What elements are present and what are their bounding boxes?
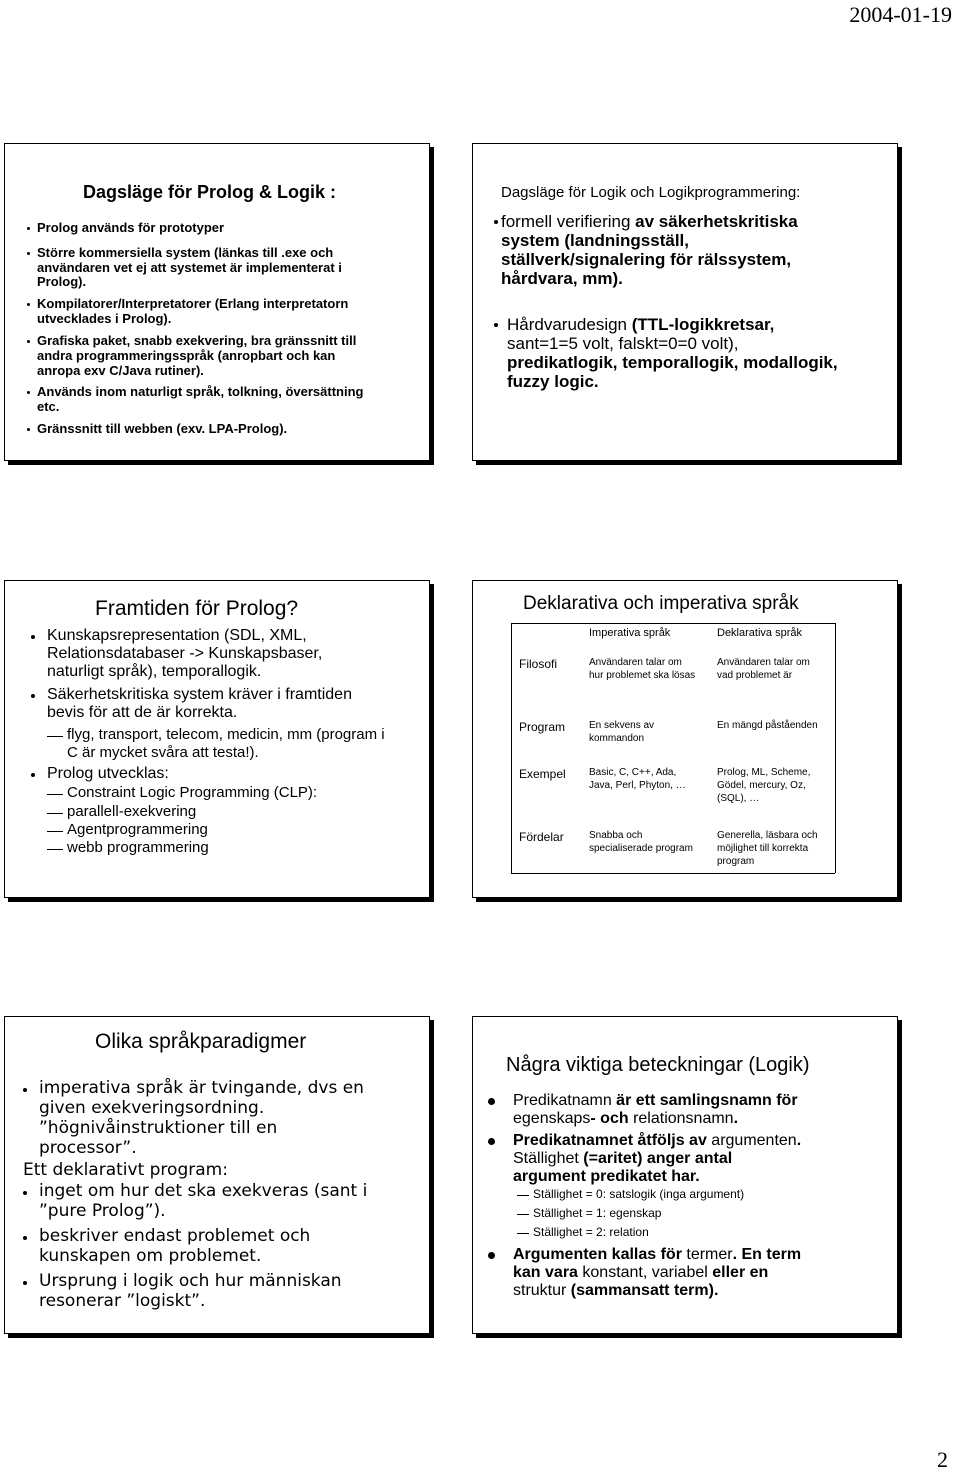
bullet-text: Används inom naturligt språk, tolkning, översättning	[37, 384, 364, 399]
row-label: Filosofi	[519, 657, 558, 671]
bullet-dot	[488, 1098, 495, 1105]
table-border	[511, 873, 835, 874]
table-cell: specialiserade program	[589, 843, 693, 854]
bullet-text: Prolog används för prototyper	[37, 220, 225, 235]
sub-bullet-text: Ställighet = 2: relation	[533, 1225, 649, 1239]
bullet-text: . En term	[732, 1246, 802, 1263]
bullet-text: Argumenten kallas för	[513, 1246, 687, 1263]
bullet-text: argument predikatet har.	[513, 1168, 700, 1185]
bullet-text: kan vara	[513, 1264, 583, 1281]
slide-title: Några viktiga beteckningar (Logik)	[506, 1054, 810, 1076]
bullet-dot	[27, 252, 30, 255]
bullet-text: inget om hur det ska exekveras (sant i	[39, 1181, 368, 1201]
bullet-text: bevis för att de är korrekta.	[47, 704, 238, 721]
column-header: Deklarativa språk	[717, 627, 802, 639]
table-cell: Användaren talar om	[717, 657, 810, 668]
bullet-text: Constraint Logic Programming (CLP):	[67, 784, 318, 801]
bullet-text: variabel	[651, 1264, 713, 1281]
bullet-text: Prolog utvecklas:	[47, 765, 169, 782]
bullet-item	[501, 212, 798, 288]
bullet-text: termer	[686, 1246, 733, 1263]
slide-logic-notation	[472, 1016, 898, 1334]
bullet-dot	[494, 220, 498, 224]
bullet-dot	[488, 1252, 495, 1259]
row-label: Fördelar	[519, 830, 564, 844]
table-cell: En mängd påståenden	[717, 720, 818, 731]
slide-language-paradigms	[4, 1016, 430, 1334]
slide-prolog-status	[4, 143, 430, 461]
bullet-dot	[31, 635, 35, 639]
bullet-text: processor”.	[39, 1138, 137, 1158]
bullet-text: parallell-exekvering	[67, 803, 197, 820]
table-cell: Basic, C, C++, Ada,	[589, 767, 677, 778]
bullet-text: Större kommersiella system (länkas till .exe och	[37, 245, 334, 260]
bullet-text: (sammansatt term).	[570, 1282, 719, 1299]
bullet-text: C är mycket svåra att testa!).	[67, 744, 259, 761]
table-cell: möjlighet till korrekta	[717, 843, 809, 854]
bullet-text: Ursprung i logik och hur människan	[39, 1271, 342, 1291]
bullet-text: Agentprogrammering	[67, 821, 208, 838]
table-cell: hur problemet ska lösas	[589, 670, 696, 681]
bullet-text: anropa exv C/Java rutiner).	[37, 363, 204, 378]
table-cell: Snabba och	[589, 830, 643, 841]
bullet-text: (=aritet) anger antal	[583, 1150, 733, 1167]
bullet-text: Kunskapsrepresentation (SDL, XML,	[47, 627, 307, 644]
table-border	[511, 623, 512, 873]
bullet-dash	[47, 831, 63, 832]
bullet-text: ”pure Prolog”).	[39, 1201, 166, 1221]
bullet-text: resonerar ”logiskt”.	[39, 1291, 206, 1311]
page-number: 2	[937, 1447, 948, 1472]
row-label: Exempel	[519, 767, 566, 781]
bullet-text: .	[796, 1132, 802, 1149]
table-cell: Prolog, ML, Scheme,	[717, 767, 811, 778]
bullet-dot	[23, 1281, 27, 1285]
bullet-dot	[27, 428, 30, 431]
bullet-text: utvecklades i Prolog).	[37, 311, 172, 326]
table-border	[511, 623, 835, 624]
bullet-text: struktur	[513, 1282, 571, 1299]
table-cell: Gödel, mercury, Oz,	[717, 780, 806, 791]
bullet-dot	[27, 303, 30, 306]
bullet-text: andra programmeringsspråk (anropbart och kan	[37, 348, 336, 363]
bullet-item	[507, 315, 838, 391]
bullet-text: Grafiska paket, snabb exekvering, bra gränssnitt till	[37, 333, 357, 348]
bullet-text: Relationsdatabaser -> Kunskapsbaser,	[47, 645, 323, 662]
bullet-text: användaren vet ej att systemet är implementerat i	[37, 260, 342, 275]
bullet-text: ,	[642, 1264, 652, 1281]
bullet-text: beskriver endast problemet och	[39, 1226, 311, 1246]
bullet-dot	[494, 323, 498, 327]
slide-title: Dagsläge för Logik och Logikprogrammering:	[501, 184, 801, 201]
bullet-dot	[27, 227, 30, 230]
bullet-text: ”högnivåinstruktioner till en	[39, 1118, 278, 1138]
slide-declarative-imperative	[472, 580, 898, 898]
bullet-text: argumenten	[711, 1132, 797, 1149]
bullet-text: fuzzy logic.	[507, 372, 599, 391]
table-cell: vad problemet är	[717, 670, 793, 681]
bullet-dot	[23, 1236, 27, 1240]
bullet-text: Säkerhetskritiska system kräver i framtiden	[47, 686, 352, 703]
bullet-text: Ställighet	[513, 1150, 584, 1167]
bullet-text: system (landningsställ,	[501, 231, 689, 250]
bullet-dash	[47, 849, 63, 850]
bullet-text: naturligt språk), temporallogik.	[47, 663, 262, 680]
bullet-dot	[31, 694, 35, 698]
bullet-text: av säkerhetskritiska	[635, 212, 798, 231]
bullet-dot	[23, 1088, 27, 1092]
slide-title: Dagsläge för Prolog & Logik :	[83, 182, 337, 202]
bullet-text: formell verifiering	[501, 212, 636, 231]
bullet-text: hårdvara, mm).	[501, 269, 623, 288]
bullet-dot	[23, 1191, 27, 1195]
table-cell: (SQL), …	[717, 793, 760, 804]
slide-logic-status	[472, 143, 898, 461]
bullet-dash	[47, 736, 63, 737]
bullet-text: etc.	[37, 399, 60, 414]
bullet-dash	[517, 1233, 529, 1234]
bullet-text: eller en	[712, 1264, 769, 1281]
table-cell: kommandon	[589, 733, 645, 744]
bullet-text: given exekveringsordning.	[39, 1098, 265, 1118]
bullet-text: Gränssnitt till webben (exv. LPA-Prolog).	[37, 421, 288, 436]
slide-title: Framtiden för Prolog?	[95, 597, 299, 620]
bullet-text: predikatlogik, temporallogik, modallogik,	[507, 353, 838, 372]
bullet-text: är ett samlingsnamn för	[616, 1092, 798, 1109]
bullet-text: relationsnamn	[633, 1110, 734, 1127]
bullet-text: webb programmering	[67, 839, 209, 856]
table-cell: program	[717, 856, 755, 867]
bullet-dot	[31, 773, 35, 777]
bullet-text: konstant	[582, 1264, 643, 1281]
sub-bullet-text: Ställighet = 1: egenskap	[533, 1206, 662, 1220]
slide-title: Olika språkparadigmer	[95, 1030, 307, 1053]
bullet-text: sant=1=5 volt, falskt=0=0 volt),	[507, 334, 739, 353]
bullet-text: - och	[590, 1110, 634, 1127]
table-border	[835, 623, 836, 873]
bullet-dash	[47, 794, 63, 795]
bullet-text: Ett deklarativt program:	[23, 1160, 228, 1180]
bullet-text: Predikatnamnet åtföljs av	[513, 1132, 712, 1149]
table-cell: Generella, läsbara och	[717, 830, 818, 841]
bullet-text: Prolog).	[37, 274, 87, 289]
page-date: 2004-01-19	[849, 2, 952, 27]
sub-bullet-text: Ställighet = 0: satslogik (inga argument)	[533, 1187, 745, 1201]
slide-future-prolog	[4, 580, 430, 898]
bullet-text: (TTL-logikkretsar,	[631, 315, 775, 334]
table-cell: Java, Perl, Phyton, …	[589, 780, 686, 791]
slide-title: Deklarativa och imperativa språk	[523, 593, 799, 614]
row-label: Program	[519, 720, 566, 734]
bullet-text: imperativa språk är tvingande, dvs en	[39, 1078, 364, 1098]
bullet-dash	[47, 813, 63, 814]
bullet-text: Kompilatorer/Interpretatorer (Erlang interpretatorn	[37, 296, 349, 311]
bullet-dot	[27, 391, 30, 394]
bullet-text: flyg, transport, telecom, medicin, mm (program i	[67, 726, 385, 743]
bullet-dash	[517, 1214, 529, 1215]
bullet-text: egenskaps	[513, 1110, 591, 1127]
table-cell: En sekvens av	[589, 720, 655, 731]
table-cell: Användaren talar om	[589, 657, 682, 668]
bullet-text: .	[733, 1110, 739, 1127]
bullet-text: Predikatnamn	[513, 1092, 617, 1109]
bullet-text: Hårdvarudesign	[507, 315, 632, 334]
column-header: Imperativa språk	[589, 627, 671, 639]
bullet-dot	[27, 340, 30, 343]
bullet-dash	[517, 1195, 529, 1196]
bullet-dot	[488, 1138, 495, 1145]
bullet-text: ställverk/signalering för rälssystem,	[501, 250, 792, 269]
bullet-text: kunskapen om problemet.	[39, 1246, 262, 1266]
